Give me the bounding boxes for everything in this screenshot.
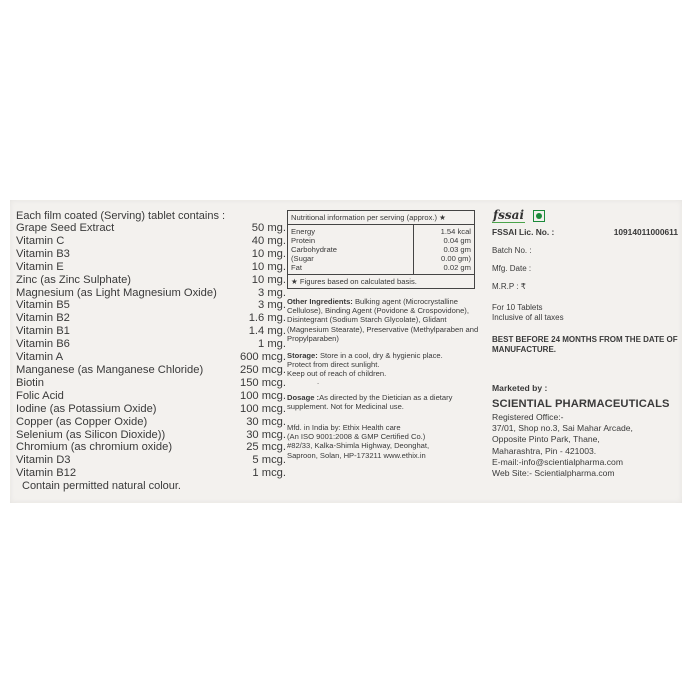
nutrition-grid [288, 225, 474, 275]
address-line: Opposite Pinto Park, Thane, [492, 434, 600, 445]
dosage-block [287, 393, 483, 411]
ingredient-name: Vitamin D3 [16, 454, 71, 467]
ingredient-name: Vitamin B1 [16, 325, 70, 338]
ingredient-name: Chromium (as chromium oxide) [16, 441, 173, 454]
ingredient-amount: 600 mcg. [239, 351, 286, 364]
ingredient-amount: 250 mcg. [239, 363, 286, 376]
info-column [287, 210, 483, 460]
ingredient-amount: 1 mg. [258, 338, 286, 351]
manufacturer-line-1: Mfd. in India by: Ethix Health care [287, 423, 401, 433]
ingredient-row [16, 390, 286, 403]
batch-field: Batch No. : [492, 246, 532, 255]
ingredient-amount: 3 mg. [258, 299, 286, 312]
nutrient-name: Carbohydrate [291, 245, 338, 254]
ingredient-amount: 30 mcg. [246, 415, 286, 428]
ingredient-amount: 10 mg. [251, 260, 286, 273]
nutrient-name: Fat [291, 263, 302, 272]
ingredient-name: Manganese (as Manganese Chloride) [16, 363, 204, 376]
ingredient-name: Folic Acid [16, 389, 64, 402]
ingredient-name: Vitamin B6 [16, 338, 70, 351]
manufacturer-line-3: #82/33, Kalka-Shimla Highway, Deonghat, [287, 441, 430, 451]
ingredient-name: Selenium (as Silicon Dioxide)) [16, 428, 166, 441]
ingredient-amount: 100 mcg. [239, 402, 286, 415]
address-line: 37/01, Shop no.3, Sai Mahar Arcade, [492, 423, 633, 434]
storage-mark: . [317, 376, 320, 386]
nutrient-value: 0.04 gm [443, 236, 471, 245]
storage-label: Storage: [287, 351, 318, 361]
nutrient-name: Energy [291, 227, 316, 236]
best-before: BEST BEFORE 24 MONTHS FROM THE DATE OF MANUFACTURE. [492, 335, 678, 354]
vegetarian-mark-icon [533, 210, 545, 222]
nutrition-table [287, 210, 475, 289]
ingredient-row [16, 338, 286, 351]
ingredient-name: Vitamin E [16, 260, 64, 273]
label-panel [10, 200, 682, 503]
ingredient-amount: 1 mcg. [252, 467, 286, 480]
manufacturer-block [287, 423, 483, 460]
nutrition-names [288, 225, 414, 274]
manufacturer-line-2: (An ISO 9001:2008 & GMP Certified Co.) [287, 432, 426, 442]
ingredient-amount: 50 mg. [251, 222, 286, 234]
ingredient-amount: 1.6 mg. [248, 312, 286, 325]
mfg-date-field: Mfg. Date : [492, 264, 532, 273]
address-line: Maharashtra, Pin - 421003. [492, 445, 597, 456]
ingredient-row [16, 403, 286, 416]
ingredient-row [16, 467, 286, 480]
company-name: SCIENTIAL PHARMACEUTICALS [492, 398, 670, 410]
ingredient-list [16, 222, 286, 480]
ingredient-name: Magnesium (as Light Magnesium Oxide) [16, 286, 217, 299]
ingredient-row [16, 312, 286, 325]
nutrition-values [414, 225, 474, 274]
manufacturer-line-4: Saproon, Solan, HP-173211 www.ethix.in [287, 450, 426, 460]
ingredient-name: Vitamin B5 [16, 299, 70, 312]
dosage-label: Dosage : [287, 392, 320, 402]
fssai-license-row [492, 227, 678, 237]
address-line: Registered Office:- [492, 412, 564, 422]
ingredient-amount: 10 mg. [251, 273, 286, 286]
storage-line-3: Keep out of reach of children. [287, 369, 387, 379]
ingredient-name: Vitamin B12 [16, 467, 77, 480]
ingredient-amount: 1.4 mg. [248, 325, 286, 338]
nutrition-header: Nutritional information per serving (approx.) ★ [288, 211, 474, 225]
fssai-license-number: 10914011000611 [613, 227, 678, 237]
ingredient-name: Zinc (as Zinc Sulphate) [16, 273, 132, 286]
colour-note: Contain permitted natural colour. [22, 480, 181, 493]
ingredient-row [16, 351, 286, 364]
ingredient-row [16, 261, 286, 274]
ingredient-amount: 3 mg. [258, 286, 286, 299]
ingredient-row [16, 441, 286, 454]
marketed-by-label: Marketed by : [492, 383, 548, 393]
ingredient-row [16, 235, 286, 248]
nutrient-value: 0.03 gm [443, 245, 471, 254]
tax-note: Inclusive of all taxes [492, 313, 564, 322]
ingredient-amount: 10 mg. [251, 247, 286, 260]
ingredient-name: Vitamin A [16, 351, 64, 364]
ingredient-row [16, 429, 286, 442]
ingredient-name: Grape Seed Extract [16, 222, 115, 234]
address-line: Web Site:- Scientialpharma.com [492, 468, 615, 479]
composition-column [16, 210, 286, 493]
fssai-logo: fssai [493, 208, 525, 222]
storage-block [287, 351, 483, 385]
nutrition-footer: ★ Figures based on calculated basis. [291, 277, 417, 286]
other-ingredients-text: Bulking agent (Microcrystalline Cellulose), Binding Agent (Povidone & Crospovidone), Disintegrant (Sodium Starch Glycolate), Glidant (Magnesium Stearate), Preservative (Methylparaben and Propylparaben) [287, 297, 479, 343]
nutrient-value: 1.54 kcal [440, 227, 471, 236]
ingredient-amount: 25 mcg. [246, 441, 286, 454]
ingredient-amount: 30 mcg. [246, 428, 286, 441]
mrp-field: M.R.P : ₹ [492, 282, 526, 291]
ingredient-amount: 5 mcg. [252, 454, 286, 467]
ingredient-row [16, 364, 286, 377]
other-ingredients [287, 297, 483, 343]
label-column [492, 208, 678, 479]
ingredient-row [16, 454, 286, 467]
ingredient-row [16, 299, 286, 312]
ingredient-row [16, 325, 286, 338]
ingredient-amount: 150 mcg. [239, 376, 286, 389]
address-line: E-mail:-info@scientialpharma.com [492, 456, 623, 467]
storage-text: Store in a cool, dry & hygienic place. [319, 351, 443, 361]
composition-intro: Each film coated (Serving) tablet contains : [16, 210, 226, 222]
ingredient-row [16, 287, 286, 300]
ingredient-name: Iodine (as Potassium Oxide) [16, 402, 157, 415]
ingredient-name: Vitamin B2 [16, 312, 70, 325]
ingredient-row [16, 377, 286, 390]
marketer-address [492, 412, 678, 479]
other-ingredients-label: Other Ingredients: [287, 297, 353, 306]
ingredient-name: Copper (as Copper Oxide) [16, 415, 148, 428]
nutrient-value: 0.02 gm [443, 263, 471, 272]
nutrient-name: Protein [291, 236, 316, 245]
ingredient-amount: 40 mg. [251, 234, 286, 247]
logo-row [492, 208, 678, 223]
ingredient-amount: 100 mcg. [239, 389, 286, 402]
dosage-text: As directed by the Dietician as a dietary supplement. Not for Medicinal use. [287, 392, 453, 411]
storage-line-2: Protect from direct sunlight. [287, 360, 380, 370]
ingredient-name: Biotin [16, 376, 44, 389]
nutrient-value: 0.00 gm) [441, 254, 471, 263]
pack-info [492, 303, 678, 323]
fssai-license-label: FSSAI Lic. No. : [492, 227, 555, 237]
pack-size: For 10 Tablets [492, 303, 543, 312]
ingredient-row [16, 248, 286, 261]
nutrient-name: (Sugar [291, 254, 314, 263]
ingredient-name: Vitamin B3 [16, 247, 70, 260]
ingredient-row [16, 274, 286, 287]
ingredient-row [16, 222, 286, 235]
ingredient-row [16, 416, 286, 429]
ingredient-name: Vitamin C [16, 234, 65, 247]
